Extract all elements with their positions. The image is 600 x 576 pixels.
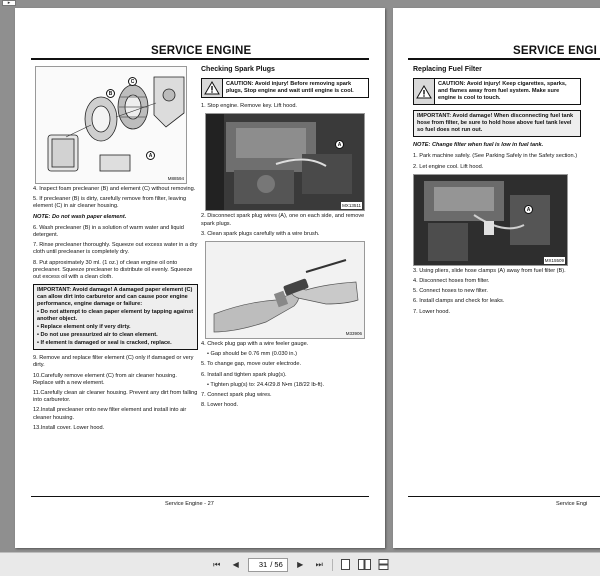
figure-label: A xyxy=(524,205,533,214)
previous-page-icon[interactable]: ◀ xyxy=(232,560,239,569)
figure-label: B xyxy=(106,89,115,98)
warning-icon xyxy=(414,79,435,104)
important-bullet: • If element is damaged or seal is cracked, replace. xyxy=(37,340,172,347)
figure-label: A xyxy=(146,151,155,160)
page-footer: Service Engine - 27 xyxy=(165,501,214,507)
step-text: 2. Let engine cool. Lift hood. xyxy=(413,163,484,170)
step-text: 6. Install and tighten spark plug(s). xyxy=(201,371,287,378)
engine-photo xyxy=(206,114,365,211)
step-text: 7. Connect spark plug wires. xyxy=(201,392,272,399)
warning-icon xyxy=(202,79,223,97)
caution-box xyxy=(413,78,581,105)
step-text: • Gap should be 0.76 mm (0.030 in.) xyxy=(207,351,297,358)
footer-rule xyxy=(31,496,369,497)
caution-text: CAUTION: Avoid injury! Before removing spark plugs, Stop engine and wait until engine is cool. xyxy=(226,81,354,95)
step-text: 1. Stop engine. Remove key. Lift hood. xyxy=(201,103,297,110)
fuel-system-photo xyxy=(414,175,568,266)
step-text: 4. Inspect foam precleaner (B) and element (C) without removing. xyxy=(33,186,196,192)
page-left xyxy=(15,8,385,548)
spark-plug-photo xyxy=(205,113,365,211)
step-text: 5. Connect hoses to new filter. xyxy=(413,288,488,295)
caution-text: CAUTION: Avoid injury! Keep cigarettes, sparks, and flames away from fuel system. Make sure engine is cool to touch. xyxy=(438,81,567,102)
step-text: 7. Lower hood. xyxy=(413,308,451,315)
toolbar-divider xyxy=(332,559,333,571)
air-filter-illustration xyxy=(36,67,187,184)
fuel-filter-column xyxy=(413,66,581,319)
step-text: 11.Carefully clean air cleaner housing. Prevent any dirt from falling into carburetor. xyxy=(33,390,198,404)
page-number-input[interactable] xyxy=(248,558,288,572)
step-text: 6. Wash precleaner (B) in a solution of warm water and liquid detergent. xyxy=(33,224,184,239)
section-title: Replacing Fuel Filter xyxy=(413,66,482,73)
hands-photo xyxy=(206,242,365,339)
note-text: NOTE: Do not wash paper element. xyxy=(33,213,127,220)
step-text: 1. Park machine safely. (See Parking Safely in the Safety section.) xyxy=(413,153,578,160)
right-column xyxy=(201,66,369,412)
step-text: 8. Lower hood. xyxy=(201,402,239,409)
figure-id: MX15509 xyxy=(544,257,564,263)
important-text: IMPORTANT: Avoid damage! A damaged paper element (C) can allow dirt into carburetor and can cause poor engine performance, engine damage or failure: xyxy=(37,287,193,308)
page-header-title: SERVICE ENGI xyxy=(513,45,597,57)
note-text: NOTE: Change filter when fuel is low in fuel tank. xyxy=(413,142,544,149)
total-pages: / 56 xyxy=(270,559,283,569)
step-text: 4. Check plug gap with a wire feeler gauge. xyxy=(201,341,309,348)
single-page-view-icon[interactable] xyxy=(339,558,352,571)
footer-rule xyxy=(408,496,600,497)
page-right xyxy=(393,8,600,548)
figure-id: M33906 xyxy=(345,330,362,336)
step-text: 8. Put approximately 30 ml. (1 oz.) of clean engine oil onto precleaner. Squeeze precleaner to distribute oil evenly. Squeeze out excess oil with a clean cloth. xyxy=(33,259,193,281)
figure-label: C xyxy=(128,77,137,86)
important-bullet: • Do not use pressurized air to clean element. xyxy=(37,332,158,339)
figure-label: A xyxy=(335,140,344,149)
page-footer: Service Engi xyxy=(556,501,588,507)
important-bullet: • Do not attempt to clean paper element by tapping against another object. xyxy=(37,309,194,323)
section-title: Checking Spark Plugs xyxy=(201,66,275,73)
header-rule xyxy=(31,58,369,60)
page-header-title: SERVICE ENGINE xyxy=(151,45,252,57)
caution-box xyxy=(201,78,369,98)
step-text: 13.Install cover. Lower hood. xyxy=(33,424,105,431)
step-text: 5. If precleaner (B) is dirty, carefully remove from filter, leaving element (C) in air cleaner housing. xyxy=(33,196,187,210)
thumbnail-toggle[interactable]: ▸ xyxy=(2,0,16,6)
step-text: 12.Install precleaner onto new filter element and install into air cleaner housing. xyxy=(33,407,187,421)
left-column xyxy=(33,66,198,435)
important-box xyxy=(413,110,581,137)
first-page-icon[interactable]: ⏮ xyxy=(213,559,221,569)
viewer-toolbar xyxy=(0,552,600,576)
step-text: 5. To change gap, move outer electrode. xyxy=(201,361,302,368)
step-text: 4. Disconnect hoses from filter. xyxy=(413,278,490,285)
important-bullet: • Replace element only if very dirty. xyxy=(37,324,131,331)
spark-plug-brush-photo xyxy=(205,241,365,339)
important-text: IMPORTANT: Avoid damage! When disconnecting fuel tank hose from filter, be sure to hold hose above fuel tank level so fuel does not run out. xyxy=(417,113,574,134)
step-text: 3. Using pliers, slide hose clamps (A) away from fuel filter (B). xyxy=(413,267,566,274)
step-text: 2. Disconnect spark plug wires (A), one on each side, and remove spark plugs. xyxy=(201,213,365,227)
current-page[interactable]: 31 xyxy=(258,559,268,569)
two-page-view-icon[interactable] xyxy=(358,558,371,571)
important-box xyxy=(33,284,198,350)
figure-id: M88594 xyxy=(167,175,184,181)
step-text: 7. Rinse precleaner thoroughly. Squeeze out excess water in a dry cloth until precleaner is completely dry. xyxy=(33,242,198,256)
last-page-icon[interactable]: ⏭ xyxy=(315,559,323,569)
step-text: 6. Install clamps and check for leaks. xyxy=(413,298,505,305)
air-filter-figure xyxy=(35,66,187,184)
step-text: 9. Remove and replace filter element (C) only if damaged or very dirty. xyxy=(33,355,194,369)
figure-id: MX13511 xyxy=(342,203,361,209)
step-text: • Tighten plug(s) to: 24.4/29.8 N•m (18/22 lb-ft). xyxy=(207,381,325,388)
step-text: 10.Carefully remove element (C) from air cleaner housing. Replace with a new element. xyxy=(33,372,177,386)
continuous-scroll-icon[interactable] xyxy=(377,558,390,571)
fuel-filter-photo xyxy=(413,174,568,266)
step-text: 3. Clean spark plugs carefully with a wire brush. xyxy=(201,230,320,237)
next-page-icon[interactable]: ▶ xyxy=(297,560,304,569)
header-rule xyxy=(408,58,600,60)
